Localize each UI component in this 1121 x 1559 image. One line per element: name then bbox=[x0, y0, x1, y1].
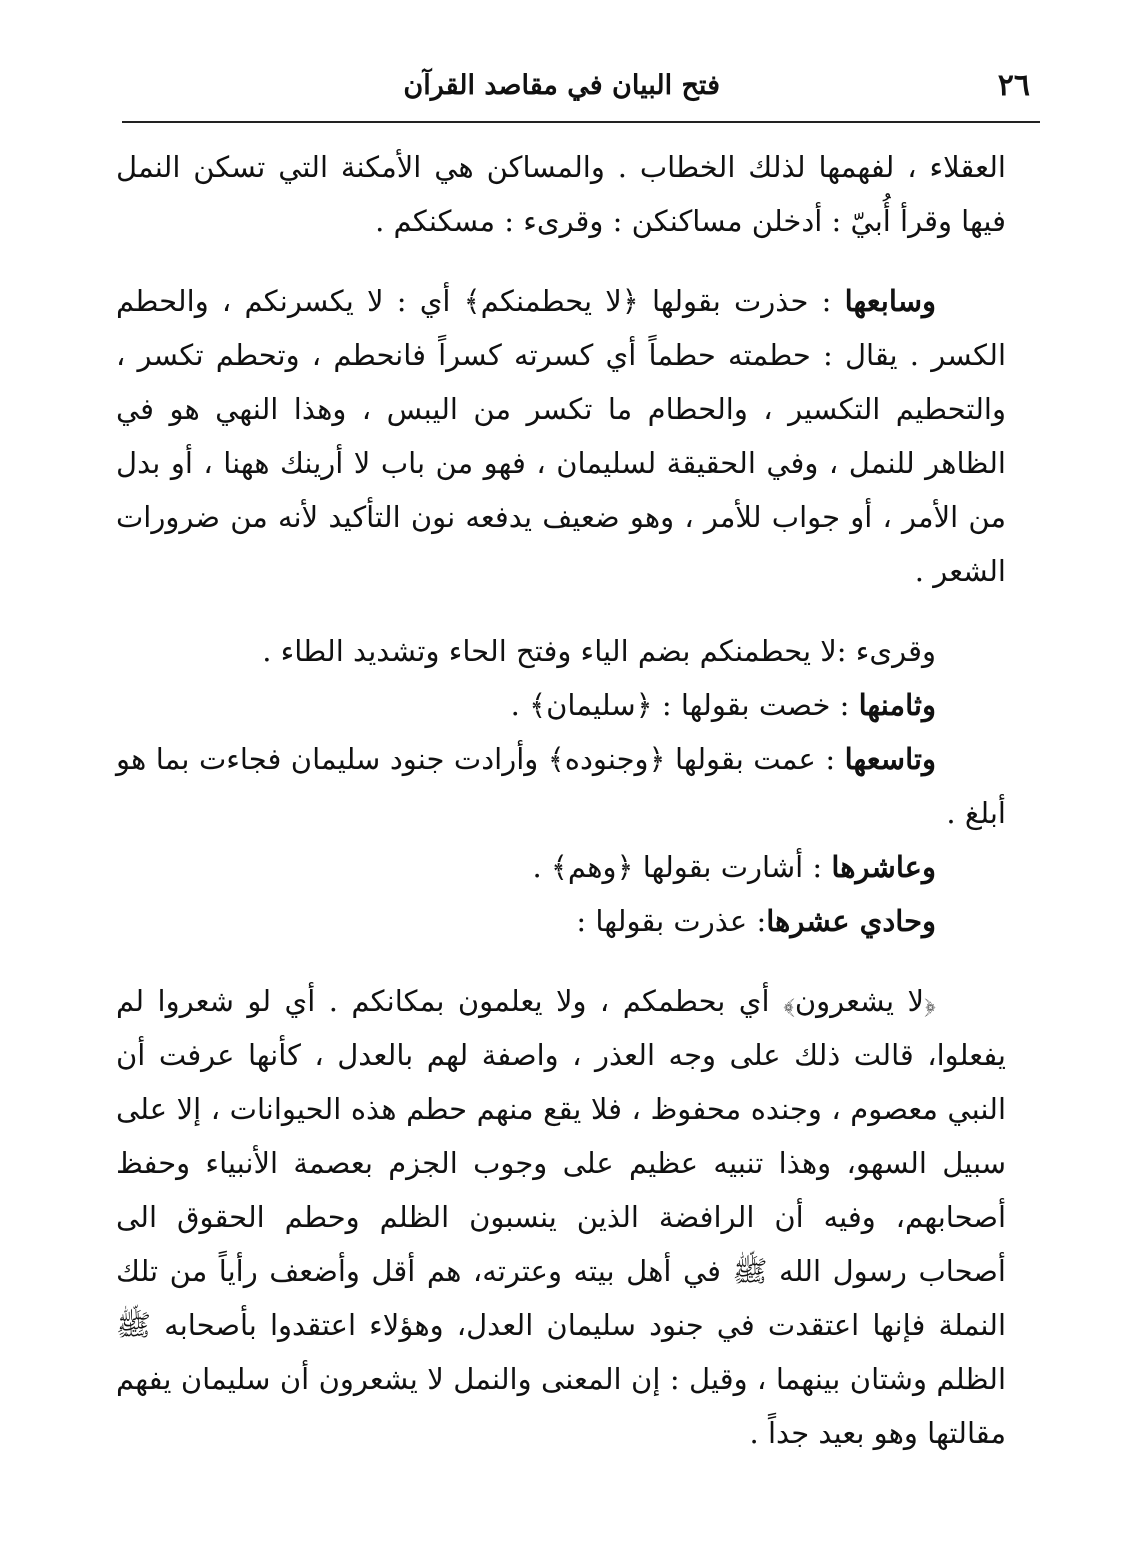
paragraph-2-text: : حذرت بقولها ﴿لا يحطمنكم﴾ أي : لا يكسرنكم ، والحطم الكسر . يقال : حطمته حطماً أي كسرته كسراً فانحطم ، وتحطم تكسر ، والتحطيم التكسير ، والحطام ما تكسر من اليبس ، وهذا النهي هو في الظاهر للنمل ، وفي الحقيقة لسليمان ، فهو من باب لا أرينك ههنا ، أو بدل من الأمر ، أو جواب للأمر ، وهو ضعيف يدفعه نون التأكيد لأنه من ضرورات الشعر . bbox=[116, 284, 1006, 588]
paragraph-gap bbox=[116, 248, 1006, 274]
paragraph-2 bbox=[116, 274, 1006, 598]
paragraph-7-lead: وحادي عشرها bbox=[766, 904, 936, 938]
paragraph-gap bbox=[116, 948, 1006, 974]
paragraph-7 bbox=[116, 894, 1006, 948]
paragraph-5 bbox=[116, 732, 1006, 840]
paragraph-4-text: : خصت بقولها : ﴿سليمان﴾ . bbox=[510, 688, 859, 722]
page-number: ٢٦ bbox=[997, 68, 1030, 103]
paragraph-gap bbox=[116, 598, 1006, 624]
header-rule bbox=[122, 121, 1040, 123]
paragraph-5-text: : عمت بقولها ﴿وجنوده﴾ وأرادت جنود سليمان فجاءت بما هو أبلغ . bbox=[116, 742, 1006, 830]
paragraph-1-text: العقلاء ، لفهمها لذلك الخطاب . والمساكن هي الأمكنة التي تسكن النمل فيها وقرأ أُبيّ : أدخلن مساكنكن : وقرىء : مسكنكم . bbox=[116, 150, 1006, 238]
paragraph-7-text: : عذرت بقولها : bbox=[576, 904, 767, 938]
paragraph-3-text: وقرىء :لا يحطمنكم بضم الياء وفتح الحاء وتشديد الطاء . bbox=[262, 634, 936, 668]
page-header bbox=[120, 68, 1040, 112]
running-title: فتح البيان في مقاصد القرآن bbox=[403, 70, 720, 101]
paragraph-6-text: : أشارت بقولها ﴿وهم﴾ . bbox=[532, 850, 832, 884]
paragraph-1 bbox=[116, 140, 1006, 248]
paragraph-3 bbox=[116, 624, 1006, 678]
paragraph-2-lead: وسابعها bbox=[844, 284, 936, 318]
body-text bbox=[116, 140, 1006, 1460]
paragraph-5-lead: وتاسعها bbox=[844, 742, 936, 776]
paragraph-6 bbox=[116, 840, 1006, 894]
paragraph-8 bbox=[116, 974, 1006, 1460]
paragraph-6-lead: وعاشرها bbox=[831, 850, 936, 884]
paragraph-4-lead: وثامنها bbox=[858, 688, 936, 722]
paragraph-4 bbox=[116, 678, 1006, 732]
paragraph-8-text: ﴿لا يشعرون﴾ أي بحطمكم ، ولا يعلمون بمكانكم . أي لو شعروا لم يفعلوا، قالت ذلك على وجه العذر ، واصفة لهم بالعدل ، كأنها عرفت أن النبي معصوم ، وجنده محفوظ ، فلا يقع منهم حطم هذه الحيوانات ، إلا على سبيل السهو، وهذا تنبيه عظيم على وجوب الجزم بعصمة الأنبياء وحفظ أصحابهم، وفيه أن الرافضة الذين ينسبون الظلم وحطم الحقوق الى أصحاب رسول الله ﷺ في أهل بيته وعترته، هم أقل وأضعف رأياً من تلك النملة فإنها اعتقدت في جنود سليمان العدل، وهؤلاء اعتقدوا بأصحابه ﷺ الظلم وشتان بينهما ، وقيل : إن المعنى والنمل لا يشعرون أن سليمان يفهم مقالتها وهو بعيد جداً . bbox=[116, 984, 1007, 1450]
